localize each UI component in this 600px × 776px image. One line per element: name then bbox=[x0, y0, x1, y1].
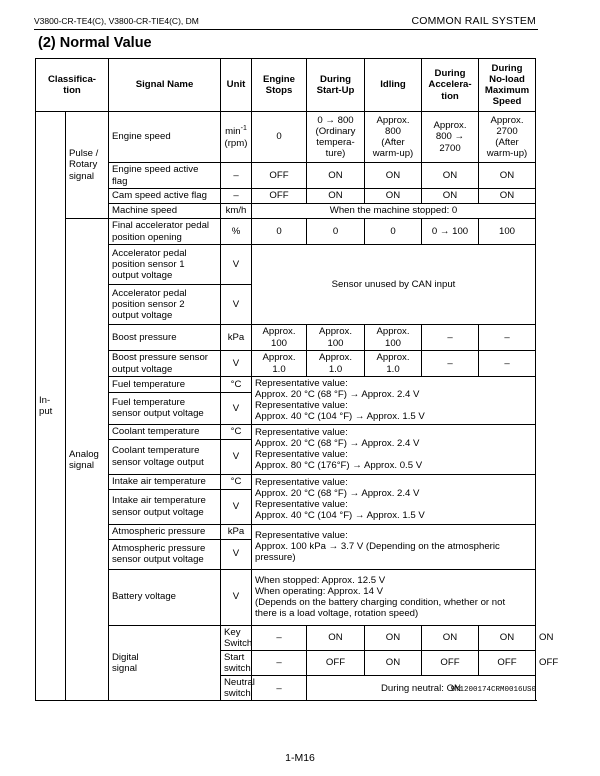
value-cell: – bbox=[479, 351, 536, 377]
value-cell: ON bbox=[365, 650, 422, 675]
table-row bbox=[36, 377, 536, 393]
unit-cell: V bbox=[221, 539, 252, 569]
table-row bbox=[36, 569, 536, 625]
merged-value-cell: Representative value: Approx. 100 kPa → 3.7 V (Depending on the atmospheric pressure) bbox=[252, 524, 536, 569]
group-pulse-rotary: Pulse / Rotary signal bbox=[66, 112, 109, 219]
signal-name: Intake air temperature sensor output voltage bbox=[109, 489, 221, 524]
col-idling: Idling bbox=[365, 59, 422, 112]
col-during-acceleration: During Accelera- tion bbox=[422, 59, 479, 112]
group-analog: Analog signal bbox=[66, 219, 109, 701]
section-title: (2) Normal Value bbox=[38, 35, 152, 51]
unit-cell: – bbox=[252, 650, 307, 675]
table-row bbox=[36, 351, 536, 377]
value-cell: 100 bbox=[479, 219, 536, 245]
col-unit: Unit bbox=[221, 59, 252, 112]
header-divider bbox=[34, 29, 538, 30]
value-cell: ON bbox=[365, 625, 422, 650]
group-input: In- put bbox=[36, 112, 66, 701]
signal-name: Boost pressure sensor output voltage bbox=[109, 351, 221, 377]
value-cell: ON bbox=[422, 163, 479, 189]
value-cell: Approx. 800 → 2700 bbox=[422, 112, 479, 163]
signal-name: Machine speed bbox=[109, 204, 221, 219]
signal-name: Atmospheric pressure sensor output voltage bbox=[109, 539, 221, 569]
col-engine-stops: Engine Stops bbox=[252, 59, 307, 112]
unit-cell: km/h bbox=[221, 204, 252, 219]
value-cell: 0 bbox=[252, 112, 307, 163]
value-cell: Approx. 1.0 bbox=[307, 351, 365, 377]
table-row bbox=[36, 474, 536, 489]
value-cell: ON bbox=[365, 189, 422, 204]
value-cell: 0 bbox=[365, 219, 422, 245]
value-cell: ON bbox=[479, 625, 536, 650]
value-cell: – bbox=[422, 325, 479, 351]
table-row: Digital signal Key Switch – ON ON ON ON ON bbox=[36, 625, 536, 650]
value-cell: Approx. 100 bbox=[365, 325, 422, 351]
table-row bbox=[36, 189, 536, 204]
signal-name: Battery voltage bbox=[109, 569, 221, 625]
value-cell: OFF bbox=[479, 650, 536, 675]
normal-value-table bbox=[35, 58, 559, 701]
value-cell: Approx. 1.0 bbox=[252, 351, 307, 377]
unit-cell: °C bbox=[221, 474, 252, 489]
unit-cell: °C bbox=[221, 424, 252, 439]
value-cell: Approx. 1.0 bbox=[365, 351, 422, 377]
signal-name: Accelerator pedal position sensor 1 output voltage bbox=[109, 245, 221, 285]
table-row bbox=[36, 163, 536, 189]
value-cell: ON bbox=[365, 163, 422, 189]
page-number: 1-M16 bbox=[285, 752, 315, 764]
value-cell: ON bbox=[479, 163, 536, 189]
signal-name: Key Switch bbox=[221, 625, 252, 650]
value-cell: 0 → 100 bbox=[422, 219, 479, 245]
value-cell: ON bbox=[422, 625, 479, 650]
unit-cell: kPa bbox=[221, 524, 252, 539]
col-classification: Classifica- tion bbox=[36, 59, 109, 112]
document-code: 9Y1200174CRM0016US0 bbox=[450, 686, 536, 694]
signal-name: Cam speed active flag bbox=[109, 189, 221, 204]
unit-cell: – bbox=[221, 189, 252, 204]
value-cell: ON bbox=[307, 625, 365, 650]
merged-value-cell: Representative value: Approx. 20 °C (68 °F) → Approx. 2.4 V Representative value: Approx. 40 °C (104 °F) → Approx. 1.5 V bbox=[252, 377, 536, 425]
table-row bbox=[36, 424, 536, 439]
unit-cell: V bbox=[221, 285, 252, 325]
table-row bbox=[36, 112, 536, 163]
unit-cell: °C bbox=[221, 377, 252, 393]
merged-value-cell: Representative value: Approx. 20 °C (68 °F) → Approx. 2.4 V Representative value: Approx. 80 °C (176°F) → Approx. 0.5 V bbox=[252, 424, 536, 474]
signal-name: Neutral switch bbox=[221, 676, 252, 701]
value-cell: 0 bbox=[252, 219, 307, 245]
unit-cell: – bbox=[252, 676, 307, 701]
table-row bbox=[36, 245, 536, 285]
signal-name: Final accelerator pedal position opening bbox=[109, 219, 221, 245]
signal-name: Coolant temperature bbox=[109, 424, 221, 439]
table-header-row bbox=[36, 59, 536, 112]
unit-cell: % bbox=[221, 219, 252, 245]
signal-name: Coolant temperature sensor voltage output bbox=[109, 439, 221, 474]
merged-value-cell: Representative value: Approx. 20 °C (68 °F) → Approx. 2.4 V Representative value: Approx. 40 °C (104 °F) → Approx. 1.5 V bbox=[252, 474, 536, 524]
signal-name: Intake air temperature bbox=[109, 474, 221, 489]
signal-name: Atmospheric pressure bbox=[109, 524, 221, 539]
table-row: Start switch – OFF ON OFF OFF OFF bbox=[36, 650, 536, 675]
unit-cell: V bbox=[221, 489, 252, 524]
unit-cell: V bbox=[221, 569, 252, 625]
signal-name: Accelerator pedal position sensor 2 output voltage bbox=[109, 285, 221, 325]
value-cell: Approx. 100 bbox=[307, 325, 365, 351]
signal-name: Fuel temperature sensor output voltage bbox=[109, 392, 221, 424]
signal-name: Start switch bbox=[221, 650, 252, 675]
signal-name: Engine speed bbox=[109, 112, 221, 163]
group-digital: Digital signal bbox=[109, 625, 221, 701]
merged-value-cell: Sensor unused by CAN input bbox=[252, 245, 536, 325]
value-cell: Approx. 2700 (After warm-up) bbox=[479, 112, 536, 163]
header-section-name: COMMON RAIL SYSTEM bbox=[411, 15, 536, 27]
col-during-startup: During Start-Up bbox=[307, 59, 365, 112]
unit-cell: kPa bbox=[221, 325, 252, 351]
value-cell: ON bbox=[307, 189, 365, 204]
header-model-list: V3800-CR-TE4(C), V3800-CR-TIE4(C), DM bbox=[34, 16, 199, 26]
value-cell: OFF bbox=[252, 163, 307, 189]
value-cell: OFF bbox=[307, 650, 365, 675]
merged-value-cell: During neutral: ON bbox=[307, 676, 536, 701]
value-cell: OFF bbox=[422, 650, 479, 675]
signal-name: Fuel temperature bbox=[109, 377, 221, 393]
value-cell: 0 → 800 (Ordinary tempera- ture) bbox=[307, 112, 365, 163]
table-row bbox=[36, 219, 536, 245]
value-cell: ON bbox=[422, 189, 479, 204]
unit-cell: V bbox=[221, 439, 252, 474]
signal-name: Engine speed active flag bbox=[109, 163, 221, 189]
unit-cell: V bbox=[221, 245, 252, 285]
col-no-load-max-speed: During No-load Maximum Speed bbox=[479, 59, 536, 112]
value-cell: Approx. 100 bbox=[252, 325, 307, 351]
table-row bbox=[36, 325, 536, 351]
signal-name: Boost pressure bbox=[109, 325, 221, 351]
value-cell: ON bbox=[307, 163, 365, 189]
merged-value-cell: When the machine stopped: 0 bbox=[252, 204, 536, 219]
value-cell: OFF bbox=[252, 189, 307, 204]
unit-cell: $\min^{-1}$ (rpm) bbox=[221, 112, 252, 163]
unit-cell: V bbox=[221, 351, 252, 377]
value-cell: Approx. 800 (After warm-up) bbox=[365, 112, 422, 163]
unit-cell: – bbox=[221, 163, 252, 189]
table-row bbox=[36, 204, 536, 219]
value-cell: 0 bbox=[307, 219, 365, 245]
value-cell: ON bbox=[479, 189, 536, 204]
merged-value-cell: When stopped: Approx. 12.5 V When operating: Approx. 14 V (Depends on the battery charging condition, whether or not there is a load voltage, rotation speed) bbox=[252, 569, 536, 625]
col-signal-name: Signal Name bbox=[109, 59, 221, 112]
unit-cell: – bbox=[252, 625, 307, 650]
unit-cell: V bbox=[221, 392, 252, 424]
value-cell: – bbox=[479, 325, 536, 351]
value-cell: – bbox=[422, 351, 479, 377]
table-row bbox=[36, 524, 536, 539]
